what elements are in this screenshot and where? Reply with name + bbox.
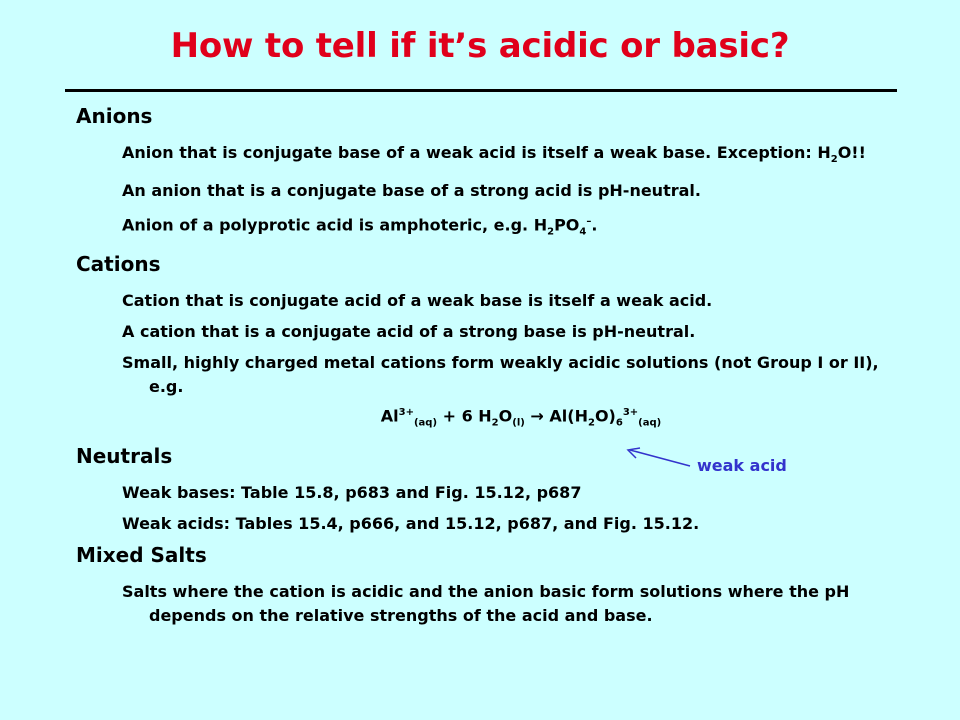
weak-acid-annotation: weak acid: [697, 456, 787, 475]
section-heading-neutrals: Neutrals: [76, 444, 173, 469]
subscript: 4: [579, 226, 587, 238]
subscript: (l): [512, 417, 525, 429]
superscript: –: [586, 216, 592, 228]
mixed-item-1: Salts where the cation is acidic and the anion basic form solutions where the pH depends on the relative strengths of the acid and base.: [122, 582, 850, 626]
anions-item-1-text-end: O!!: [837, 143, 866, 162]
subscript: 2: [587, 417, 595, 429]
cations-item-1: Cation that is conjugate acid of a weak base is itself a weak acid.: [122, 290, 713, 310]
subscript: 2: [491, 417, 499, 429]
subscript: 2: [830, 154, 838, 166]
neutrals-item-1: Weak bases: Table 15.8, p683 and Fig. 15.12, p687: [122, 483, 582, 503]
anions-item-3-text-po: PO: [554, 215, 580, 235]
title-divider: [65, 89, 897, 92]
anions-item-3: [76, 210, 906, 245]
section-heading-anions: Anions: [76, 104, 153, 128]
eq-o: O: [498, 406, 513, 426]
hydrolysis-equation: [106, 402, 936, 435]
section-heading-mixed-salts: Mixed Salts: [76, 543, 207, 568]
superscript: 3+: [622, 406, 639, 418]
cations-item-2: A cation that is a conjugate acid of a strong base is pH-neutral.: [122, 321, 696, 341]
anions-item-1: [76, 141, 906, 172]
subscript: (aq): [638, 417, 662, 429]
slide-body: [76, 104, 906, 635]
subscript: (aq): [413, 417, 438, 429]
neutrals-item-2: Weak acids: Tables 15.4, p666, and 15.12, p687, and Fig. 15.12.: [122, 514, 700, 534]
subscript: 6: [615, 417, 623, 429]
superscript: 3+: [398, 406, 414, 418]
anions-item-3-text: Anion of a polyprotic acid is amphoteric, e.g. H: [122, 215, 548, 235]
anions-item-1-text: Anion that is conjugate base of a weak acid is itself a weak base. Exception: H: [122, 143, 831, 162]
eq-product: Al(H: [549, 406, 588, 426]
section-heading-cations: Cations: [76, 251, 161, 276]
page-title: How to tell if it’s acidic or basic?: [170, 26, 790, 66]
subscript: 2: [547, 226, 555, 238]
eq-water: + 6 H: [437, 406, 492, 426]
eq-al: Al: [380, 406, 399, 426]
cations-item-3: Small, highly charged metal cations form weakly acidic solutions (not Group I or II), e.g.: [122, 352, 879, 396]
anions-item-2: An anion that is a conjugate base of a strong acid is pH-neutral.: [122, 181, 701, 201]
eq-product-o: O): [594, 406, 616, 426]
reaction-arrow-icon: →: [530, 406, 544, 426]
anions-item-3-period: .: [591, 215, 598, 235]
